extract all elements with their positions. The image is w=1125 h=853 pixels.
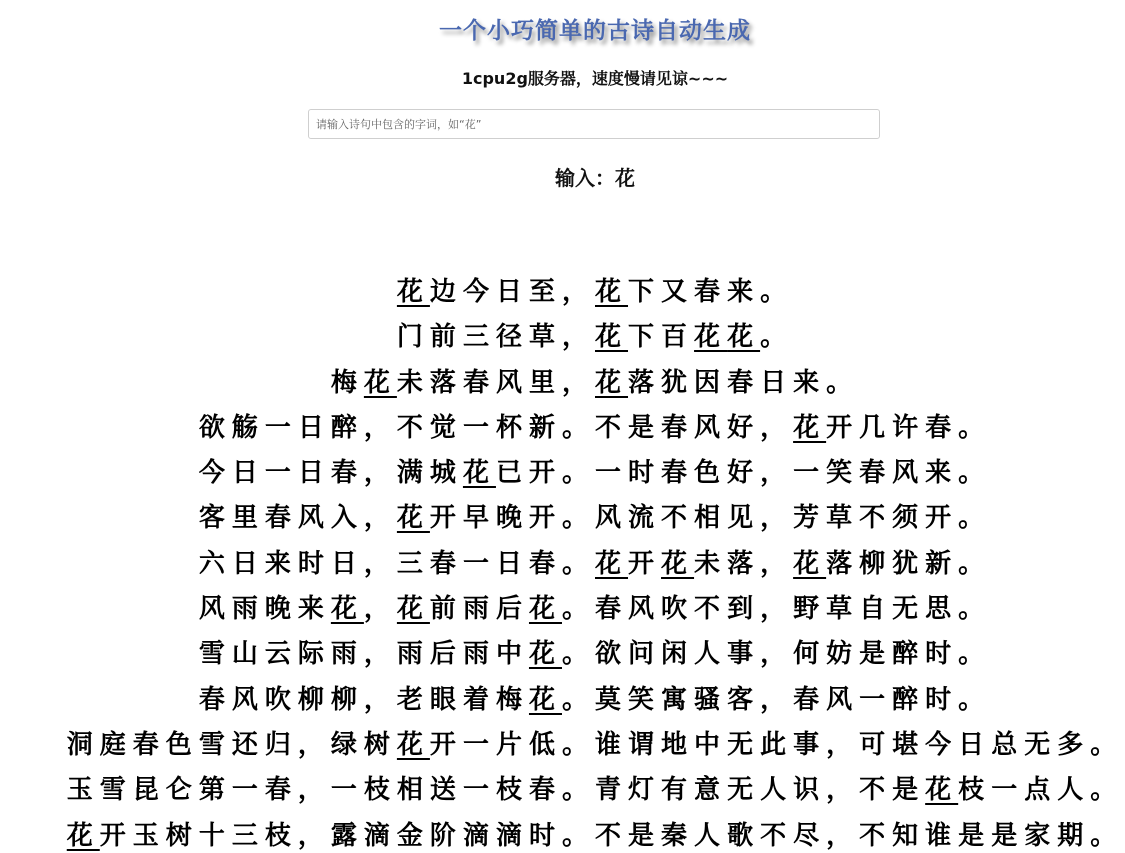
keyword-highlight: 花 [396, 277, 430, 307]
poem-line: 春风吹柳柳，老眼着梅花。莫笑寓骚客，春风一醉时。 [198, 684, 992, 715]
keyword-highlight: 花 [595, 322, 629, 353]
poem-output [0, 270, 1125, 853]
keyword-highlight: 花 [793, 548, 827, 579]
keyword-highlight: 花 [661, 548, 695, 579]
keyword-highlight: 花 [330, 594, 364, 625]
poem-line: 洞庭春色雪还归，绿树花开一片低。谁谓地中无此事，可堪今日总无多。 [66, 729, 1124, 760]
poem-line: 风雨晚来花，花前雨后花。春风吹不到，野草自无思。 [198, 594, 992, 625]
page-subtitle: 1cpu2g服务器，速度慢请见谅~~~ [461, 69, 729, 88]
poem-line: 花开玉树十三枝，露滴金阶滴滴时。不是秦人歌不尽，不知谁是是家期。 [66, 820, 1124, 851]
keyword-highlight: 花 [396, 729, 430, 760]
query-label: 输入：花 [555, 166, 635, 190]
poem-line: 今日一日春，满城花已开。一时春色好，一笑春风来。 [198, 458, 992, 489]
keyword-highlight: 花 [66, 820, 100, 851]
keyword-highlight: 花 [595, 277, 629, 307]
keyword-highlight: 花 [793, 412, 827, 443]
keyword-highlight: 花 [595, 367, 629, 398]
poem-line: 花边今日至，花下又春来。 [396, 277, 794, 307]
keyword-highlight: 花 [528, 684, 562, 715]
keyword-highlight: 花 [528, 639, 562, 670]
poem-line: 梅花未落春风里，花落犹因春日来。 [330, 367, 860, 398]
poem-line: 雪山云际雨，雨后雨中花。欲问闲人事，何妨是醉时。 [198, 639, 992, 670]
keyword-highlight: 花 [595, 548, 629, 579]
search-input[interactable] [308, 109, 880, 139]
poem-line: 客里春风入，花开早晚开。风流不相见，芳草不须开。 [198, 503, 992, 534]
poem-line: 玉雪昆仑第一春，一枝相送一枝春。青灯有意无人识，不是花枝一点人。 [66, 775, 1124, 806]
keyword-highlight: 花 [727, 322, 761, 353]
keyword-highlight: 花 [528, 594, 562, 625]
keyword-highlight: 花 [925, 775, 959, 806]
keyword-highlight: 花 [396, 594, 430, 625]
keyword-highlight: 花 [462, 458, 496, 489]
keyword-highlight: 花 [396, 503, 430, 534]
keyword-highlight: 花 [694, 322, 728, 353]
page-title: 一个小巧简单的古诗自动生成 [439, 18, 751, 44]
poem-line: 六日来时日，三春一日春。花开花未落，花落柳犹新。 [198, 548, 992, 579]
poem-line: 门前三径草，花下百花花。 [396, 322, 794, 353]
poem-line: 欲觞一日醉，不觉一杯新。不是春风好，花开几许春。 [198, 412, 992, 443]
keyword-highlight: 花 [363, 367, 397, 398]
